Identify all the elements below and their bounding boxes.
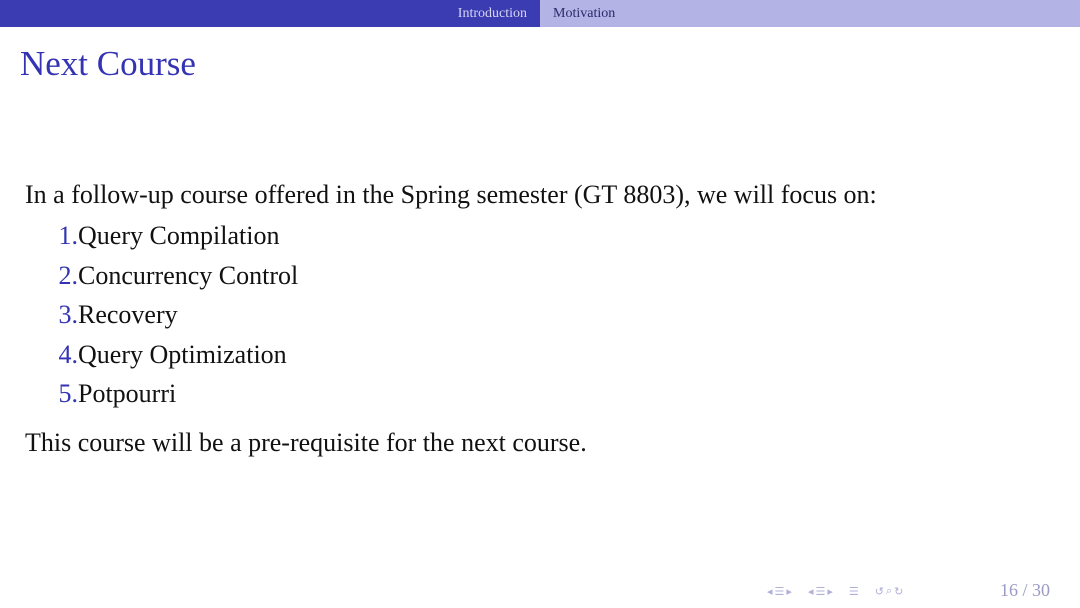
- list-item: [25, 256, 1025, 296]
- nav-section-introduction[interactable]: Introduction: [457, 6, 527, 21]
- list-text: Concurrency Control: [78, 260, 299, 290]
- outro-text: This course will be a pre-requisite for the next course.: [25, 427, 587, 457]
- frame-icon[interactable]: ☰: [774, 584, 785, 598]
- forward-icon[interactable]: ↻: [894, 584, 904, 598]
- list-item: [25, 374, 1025, 414]
- next-frame-icon[interactable]: ▸: [786, 584, 792, 598]
- nav-group-section: [848, 585, 860, 598]
- nav-group-search: [874, 584, 905, 598]
- prev-subsection-icon[interactable]: ◂: [807, 584, 814, 598]
- header-bar: [0, 0, 1080, 27]
- list-item: [25, 335, 1025, 375]
- header-right: [540, 0, 1080, 27]
- list-item: [25, 216, 1025, 256]
- nav-group-frame: [766, 585, 793, 598]
- list-text: Recovery: [78, 300, 178, 329]
- header-left: [0, 0, 540, 27]
- list-text: Potpourri: [78, 379, 177, 408]
- frame-body: [25, 176, 1025, 462]
- list-item: [25, 295, 1025, 335]
- beamer-navigation: [766, 584, 918, 598]
- list-number: 1.: [58, 221, 78, 250]
- next-subsection-icon[interactable]: ▸: [827, 584, 833, 598]
- list-text: Query Optimization: [78, 339, 287, 369]
- frame-title: Next Course: [20, 44, 196, 83]
- list-number: 5.: [58, 379, 78, 408]
- list-number: 2.: [58, 260, 78, 290]
- section-icon[interactable]: ☰: [848, 584, 859, 598]
- subsection-icon[interactable]: ☰: [815, 584, 826, 598]
- nav-group-subsection: [807, 585, 834, 598]
- nav-section-motivation[interactable]: Motivation: [553, 6, 616, 21]
- intro-text: In a follow-up course offered in the Spring semester (GT 8803), we will focus on:: [25, 180, 877, 209]
- prev-frame-icon[interactable]: ◂: [767, 584, 773, 598]
- list-number: 4.: [58, 339, 78, 369]
- topic-list: [25, 216, 1025, 414]
- list-number: 3.: [58, 300, 78, 329]
- back-icon[interactable]: ↺: [874, 584, 884, 598]
- list-text: Query Compilation: [78, 221, 280, 250]
- page-number: 16 / 30: [1000, 580, 1051, 600]
- search-icon[interactable]: ⌕: [885, 584, 893, 597]
